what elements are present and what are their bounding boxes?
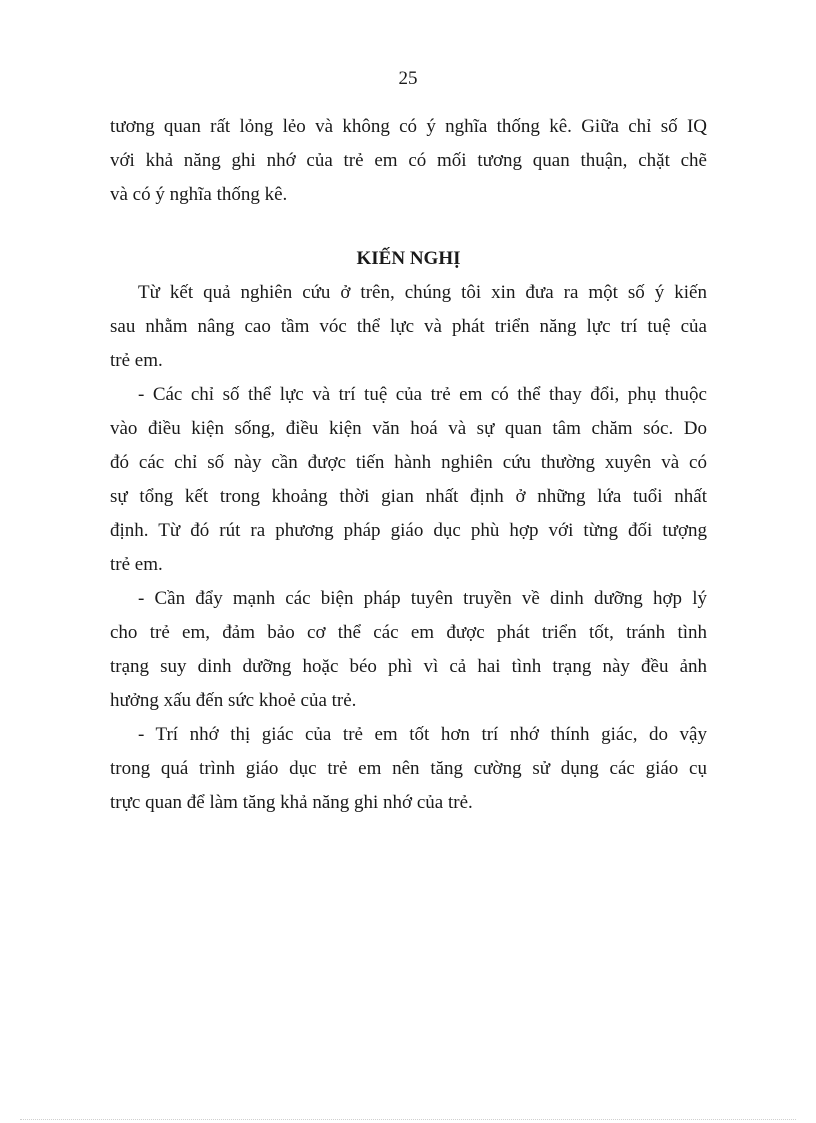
- text-line: trẻ em.: [110, 554, 163, 575]
- text-line: - Các chỉ số thể lực và trí tuệ của trẻ em có thể thay đổi, phụ thuộc: [138, 384, 707, 405]
- text-line: định. Từ đó rút ra phương pháp giáo dục phù hợp với từng đối tượng: [110, 520, 707, 541]
- text-line: trực quan để làm tăng khả năng ghi nhớ của trẻ.: [110, 792, 473, 813]
- text-line: trạng suy dinh dưỡng hoặc béo phì vì cả hai tình trạng này đều ảnh: [110, 656, 707, 677]
- page-number: 25: [398, 68, 418, 89]
- text-line: tương quan rất lỏng lẻo và không có ý nghĩa thống kê. Giữa chỉ số IQ: [110, 116, 707, 137]
- paragraph-recommendation-3: [110, 718, 707, 820]
- text-line: với khả năng ghi nhớ của trẻ em có mối tương quan thuận, chặt chẽ: [110, 150, 707, 171]
- section-heading: KIẾN NGHỊ: [356, 248, 461, 269]
- document-body: [110, 110, 707, 820]
- text-line: sau nhằm nâng cao tầm vóc thể lực và phát triển năng lực trí tuệ của: [110, 316, 707, 337]
- text-line: đó các chỉ số này cần được tiến hành nghiên cứu thường xuyên và có: [110, 452, 707, 473]
- text-line: trong quá trình giáo dục trẻ em nên tăng cường sử dụng các giáo cụ: [110, 758, 707, 779]
- page-bottom-divider: [20, 1119, 796, 1120]
- text-line: - Trí nhớ thị giác của trẻ em tốt hơn trí nhớ thính giác, do vậy: [138, 724, 707, 745]
- text-line: Từ kết quả nghiên cứu ở trên, chúng tôi xin đưa ra một số ý kiến: [138, 282, 707, 303]
- text-line: vào điều kiện sống, điều kiện văn hoá và sự quan tâm chăm sóc. Do: [110, 418, 707, 439]
- paragraph-recommendation-2: [110, 582, 707, 718]
- text-line: và có ý nghĩa thống kê.: [110, 184, 288, 205]
- intro-paragraph: [110, 110, 707, 212]
- paragraph-intro-recommendation: [110, 276, 707, 378]
- text-line: trẻ em.: [110, 350, 163, 371]
- text-line: cho trẻ em, đảm bảo cơ thể các em được phát triển tốt, tránh tình: [110, 622, 707, 643]
- text-line: sự tổng kết trong khoảng thời gian nhất định ở những lứa tuổi nhất: [110, 486, 707, 507]
- paragraph-recommendation-1: [110, 378, 707, 582]
- text-line: hưởng xấu đến sức khoẻ của trẻ.: [110, 690, 357, 711]
- text-line: - Cần đẩy mạnh các biện pháp tuyên truyền về dinh dưỡng hợp lý: [138, 588, 707, 609]
